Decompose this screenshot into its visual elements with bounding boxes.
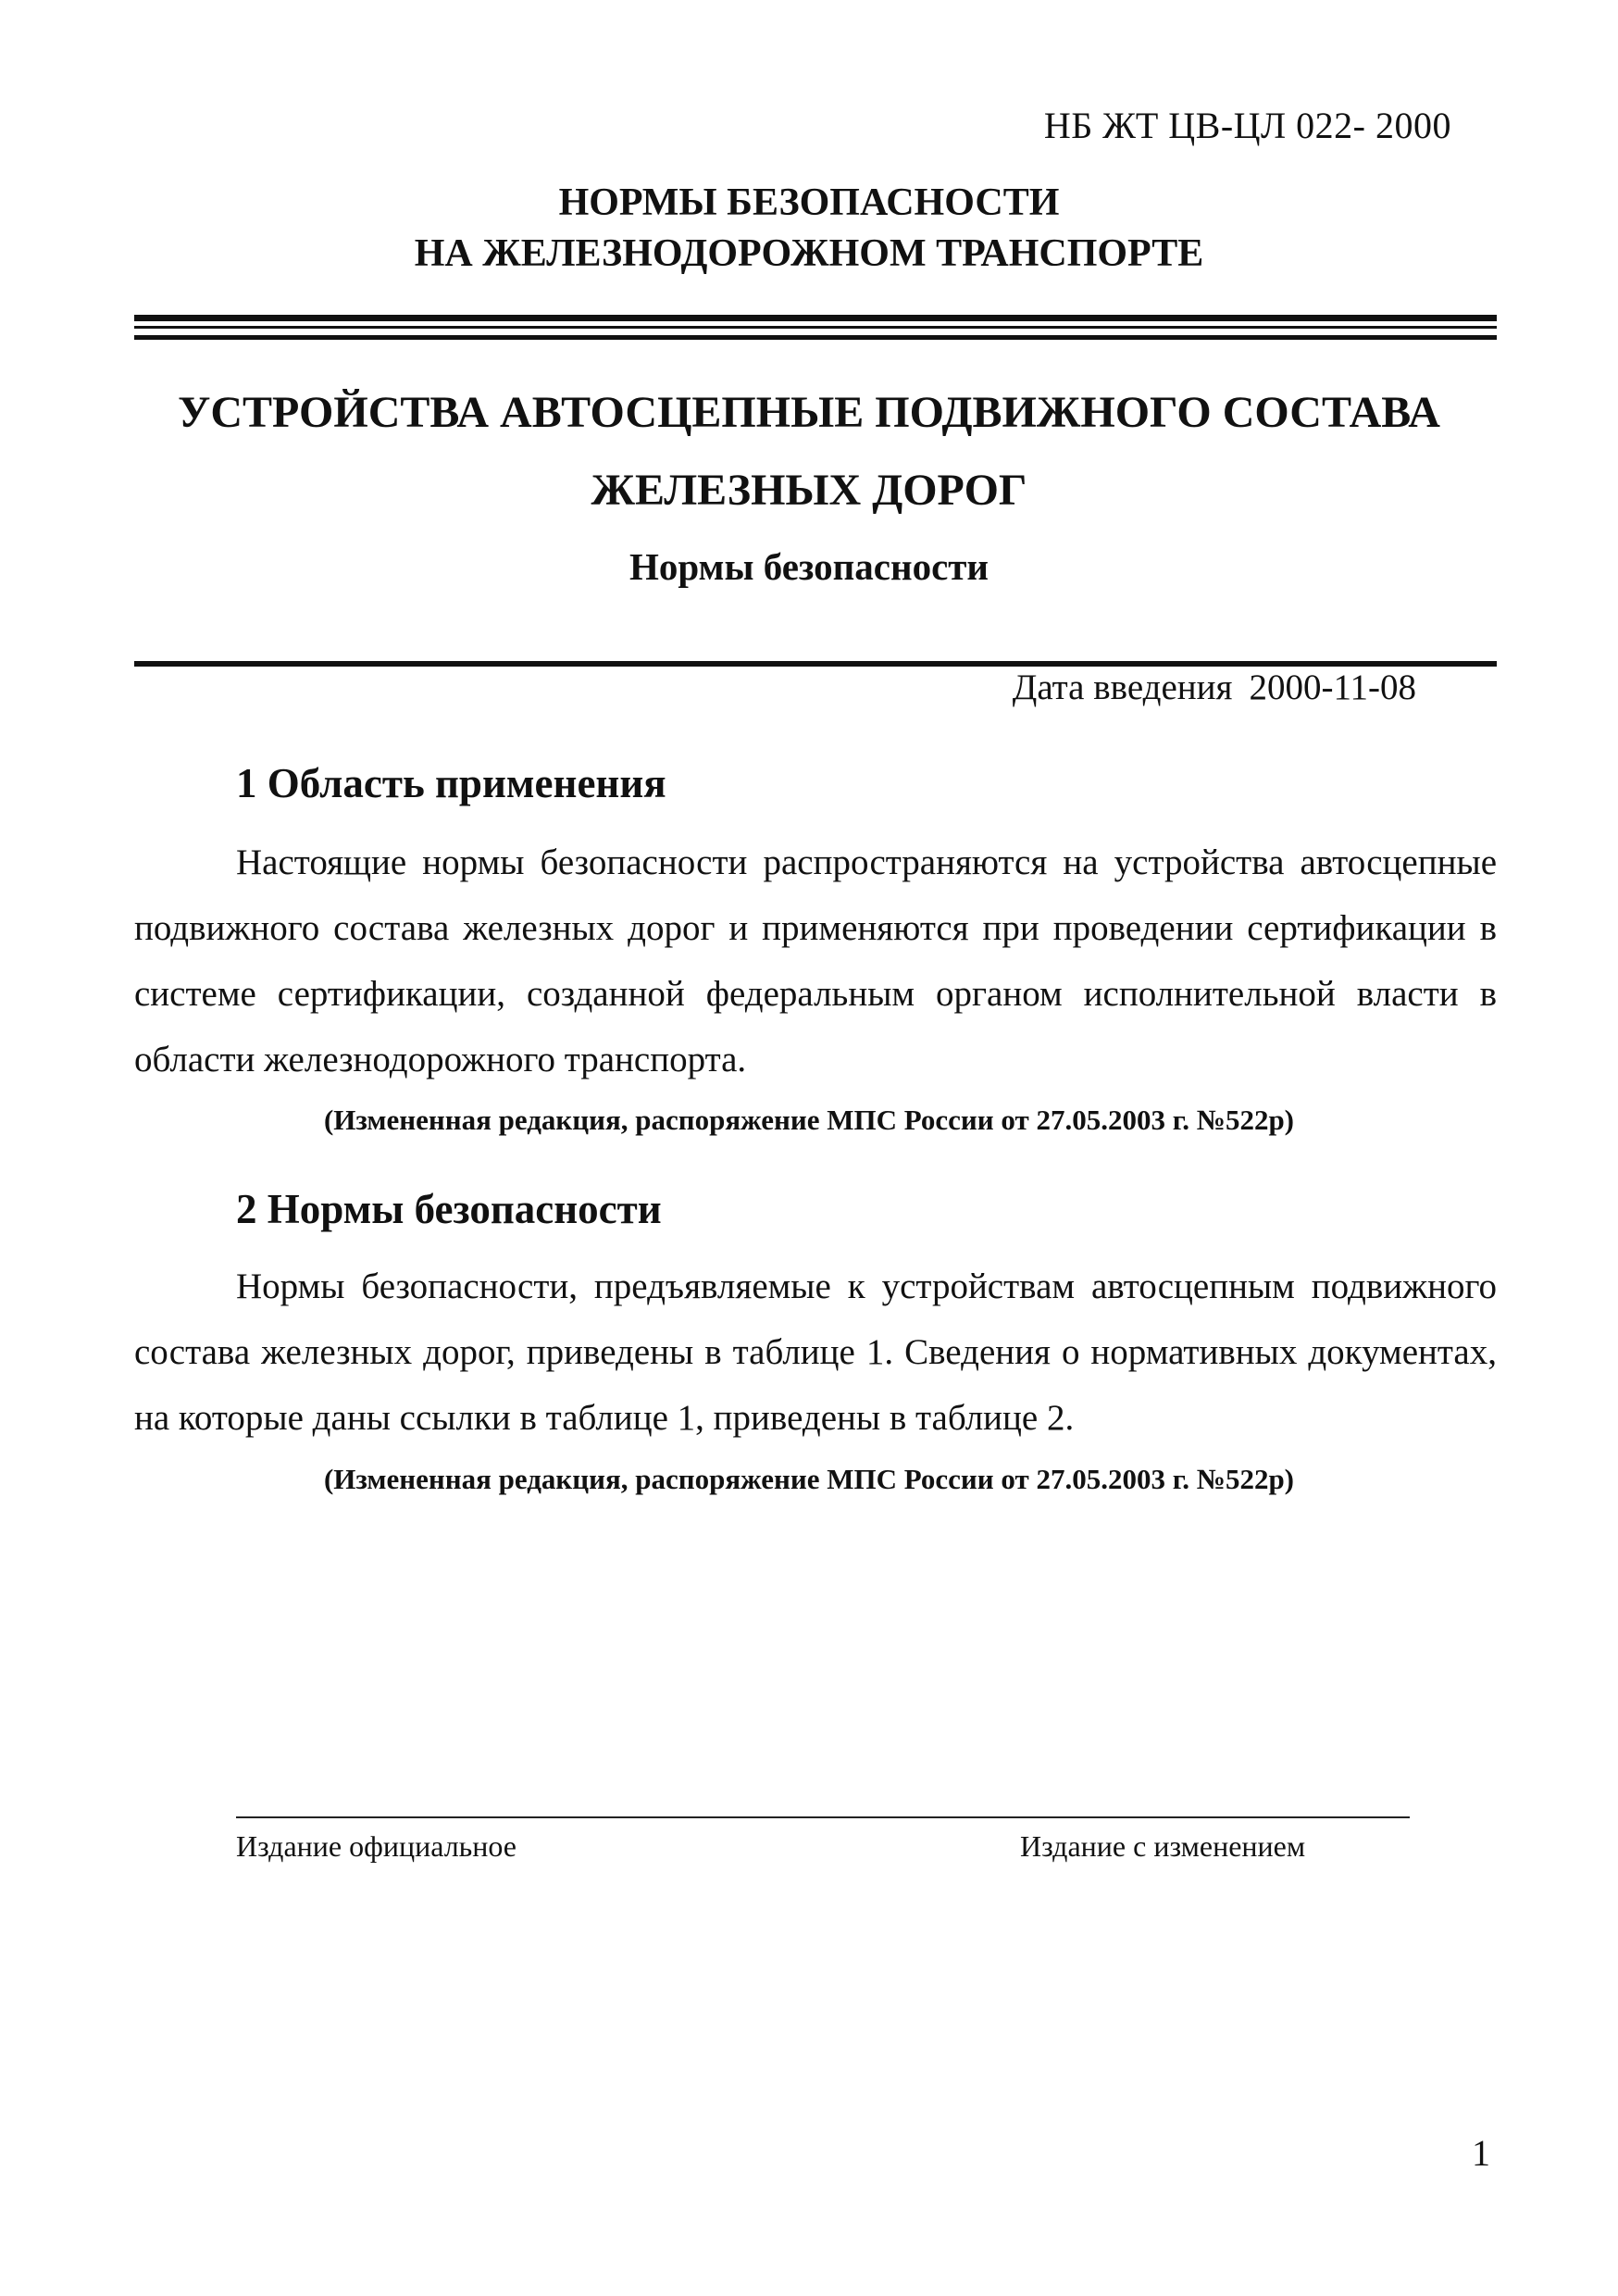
date-value: 2000-11-08 xyxy=(1249,668,1416,707)
header-rule-thick-top xyxy=(134,315,1497,321)
header-title-line2: НА ЖЕЛЕЗНОДОРОЖНОМ ТРАНСПОРТЕ xyxy=(414,232,1204,275)
header-title-line1: НОРМЫ БЕЗОПАСНОСТИ xyxy=(558,181,1060,224)
introduction-date xyxy=(1013,667,1416,708)
section-2-amendment: (Измененная редакция, распоряжение МПС России от 27.05.2003 г. №522р) xyxy=(323,1463,1295,1495)
subtitle: Нормы безопасности xyxy=(629,545,989,588)
document-code: НБ ЖТ ЦВ-ЦЛ 022- 2000 xyxy=(1043,105,1451,146)
section-2-text: Нормы безопасности, предъявляемые к устройствам автосцепным подвижного состава железных дорог, приведены в таблице 1. Сведения о нормативных документах, на которые даны ссылки в таблице 1, приведены в таблице 2. xyxy=(134,1267,1497,1438)
section-1-amendment: (Измененная редакция, распоряжение МПС России от 27.05.2003 г. №522р) xyxy=(323,1104,1295,1136)
date-label: Дата введения xyxy=(1012,668,1233,707)
section-1-text: Настоящие нормы безопасности распространяются на устройства автосцепные подвижного состава железных дорог и применяются при проведении сертификации в системе сертификации, созданной федеральным органом исполнительной власти в области железнодорожного транспорта. xyxy=(134,842,1497,1079)
footer-official-edition: Издание официальное xyxy=(236,1829,517,1863)
header-title xyxy=(0,178,1618,280)
footer-rule xyxy=(236,1816,1410,1818)
footer-amended-edition: Издание с изменением xyxy=(1020,1829,1306,1863)
main-title-line1: УСТРОЙСТВА АВТОСЦЕПНЫЕ ПОДВИЖНОГО СОСТАВА xyxy=(178,388,1440,437)
section-1-heading: 1 Область применения xyxy=(236,760,666,806)
main-title-line2: ЖЕЛЕЗНЫХ ДОРОГ xyxy=(591,466,1027,515)
section-2-heading: 2 Нормы безопасности xyxy=(236,1186,662,1232)
header-rule-thin xyxy=(134,326,1497,329)
header-rule-thick-bottom xyxy=(134,335,1497,340)
page-number: 1 xyxy=(1472,2132,1490,2174)
